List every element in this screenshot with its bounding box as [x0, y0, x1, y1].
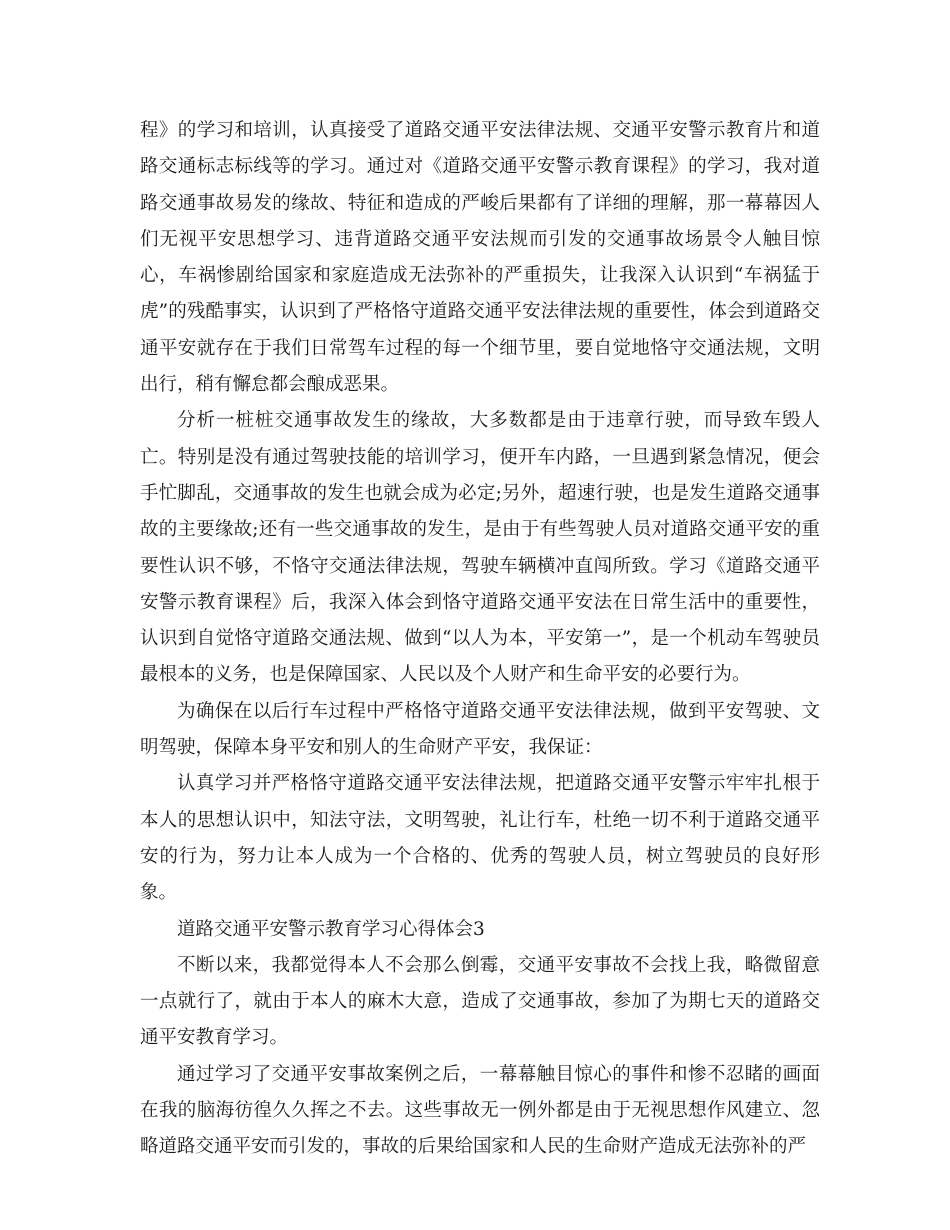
- paragraph-4: 认真学习并严格恪守道路交通平安法律法规，把道路交通平安警示牢牢扎根于本人的思想认识中，知法守法，文明驾驶，礼让行车，杜绝一切不利于道路交通平安的行为，努力让本人成为一个合格的、优秀的驾驶人员，树立驾驶员的良好形象。: [140, 773, 820, 904]
- document-body: [140, 113, 820, 1166]
- section-heading: 道路交通平安警示教育学习心得体会3: [177, 918, 485, 940]
- paragraph-2: 分析一桩桩交通事故发生的缘故，大多数都是由于违章行驶，而导致车毁人亡。特别是没有通过驾驶技能的培训学习，便开车内路，一旦遇到紧急情况，便会手忙脚乱，交通事故的发生也就会成为必定;另外，超速行驶，也是发生道路交通事故的主要缘故;还有一些交通事故的发生，是由于有些驾驶人员对道路交通平安的重要性认识不够，不恪守交通法律法规，驾驶车辆横冲直闯所致。学习《道路交通平安警示教育课程》后，我深入体会到恪守道路交通平安法在日常生活中的重要性，认识到自觉恪守道路交通法规、做到“以人为本，平安第一”，是一个机动车驾驶员最根本的义务，也是保障国家、人民以及个人财产和生命平安的必要行为。: [140, 410, 820, 686]
- paragraph-5: 不断以来，我都觉得本人不会那么倒霉，交通平安事故不会找上我，略微留意一点就行了，就由于本人的麻木大意，造成了交通事故，参加了为期七天的道路交通平安教育学习。: [140, 954, 820, 1049]
- paragraph-6: 通过学习了交通平安事故案例之后，一幕幕触目惊心的事件和惨不忍睹的画面在我的脑海彷徨久久挥之不去。这些事故无一例外都是由于无视思想作风建立、忽略道路交通平安而引发的，事故的后果给国家和人民的生命财产造成无法弥补的严: [140, 1063, 820, 1158]
- paragraph-3: 为确保在以后行车过程中严格恪守道路交通平安法律法规，做到平安驾驶、文明驾驶，保障本身平安和别人的生命财产平安，我保证：: [140, 700, 820, 759]
- paragraph-1: 程》的学习和培训，认真接受了道路交通平安法律法规、交通平安警示教育片和道路交通标志标线等的学习。通过对《道路交通平安警示教育课程》的学习，我对道路交通事故易发的缘故、特征和造成的严峻后果都有了详细的理解，那一幕幕因人们无视平安思想学习、违背道路交通平安法规而引发的交通事故场景令人触目惊心，车祸惨剧给国家和家庭造成无法弥补的严重损失，让我深入认识到“车祸猛于虎”的残酷事实，认识到了严格恪守道路交通平安法律法规的重要性，体会到道路交通平安就存在于我们日常驾车过程的每一个细节里，要自觉地恪守交通法规，文明出行，稍有懈怠都会酿成恶果。: [140, 120, 820, 396]
